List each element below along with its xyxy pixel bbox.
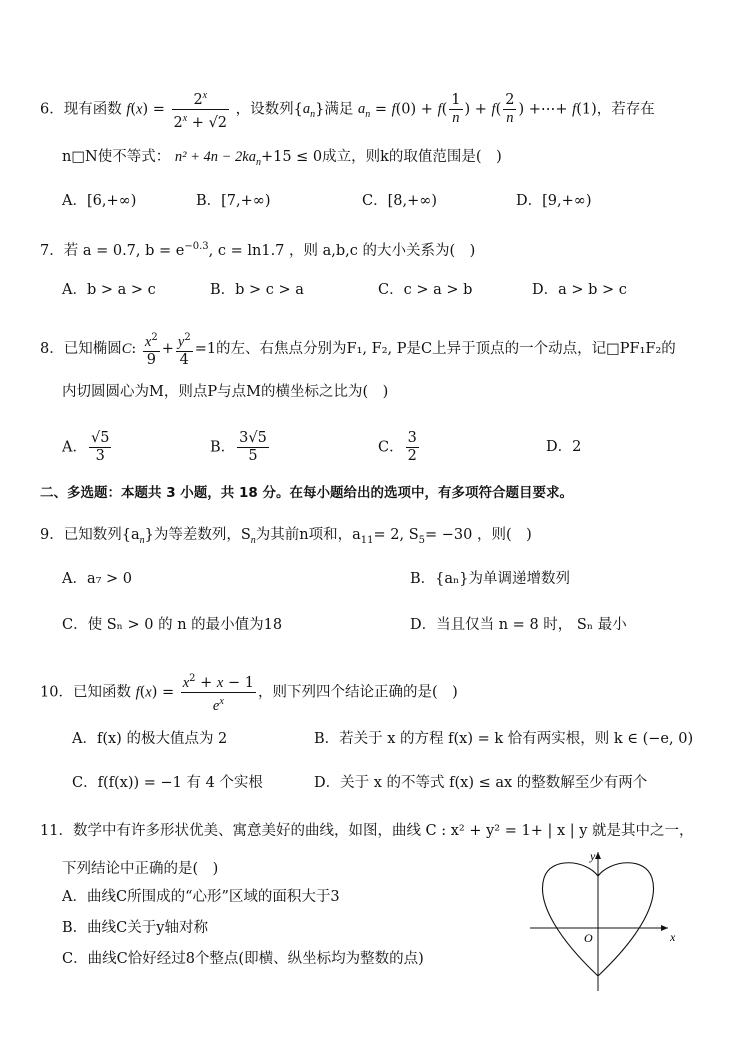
q8-number: 8．已知椭圆 bbox=[40, 340, 122, 357]
y-axis-arrow bbox=[595, 852, 601, 859]
q6-option-b: B．[7,+∞) bbox=[196, 193, 271, 209]
q8-option-c-label: C． bbox=[378, 439, 404, 456]
q6-line2: n□N使不等式： $n^2 + 4n - 2ka_n+15 \le 0$成立，则k的取值范围是( ) bbox=[62, 149, 502, 168]
q6-intro: 现有函数 bbox=[63, 101, 122, 118]
q7-text2: , c = ln1.7 ，则 a,b,c 的大小关系为( ) bbox=[208, 242, 476, 259]
q8-option-d: D．2 bbox=[546, 439, 582, 455]
q11-option-c: C．曲线C恰好经过8个整点(即横、纵坐标均为整数的点) bbox=[62, 951, 424, 967]
q8-line1: 8．已知椭圆C: $\frac{x^2}{9}$ + $\frac{y^2}{4}$ =1的左、右焦点分别为F₁, F₂, P是C上异于顶点的一个动点，记□PF₁F₂的 bbox=[40, 329, 722, 369]
q8-line2: 内切圆圆心为M，则点P与点M的横坐标之比为( ) bbox=[62, 384, 389, 400]
q9-option-a: A．a₇ > 0 bbox=[62, 571, 133, 587]
q6-tail: ，若存在 bbox=[596, 101, 655, 118]
x-axis-arrow bbox=[661, 925, 668, 931]
q11-option-b: B．曲线C关于y轴对称 bbox=[62, 920, 208, 936]
q6-cond: 满足 bbox=[324, 101, 354, 118]
q7-text: 7．若 a = 0.7, b = e bbox=[40, 242, 185, 259]
q9-option-d: D．当且仅当 n = 8 时， Sₙ 最小 bbox=[410, 617, 627, 633]
y-axis-label: y bbox=[590, 849, 596, 863]
q9-stem-2: }为等差数列，S bbox=[144, 527, 251, 543]
q11-option-a: A．曲线C所围成的“心形”区域的面积大于3 bbox=[62, 889, 340, 905]
q6-option-c: C．[8,+∞) bbox=[362, 193, 437, 209]
q7-option-c: C．c > a > b bbox=[378, 282, 473, 298]
q9-stem-1: 9．已知数列{a bbox=[40, 527, 140, 543]
q10-option-d: D．关于 x 的不等式 f(x) ≤ ax 的整数解至少有两个 bbox=[314, 775, 648, 791]
q10-stem-2: ，则下列四个结论正确的是( ) bbox=[257, 684, 458, 701]
q6-line1: 6．现有函数 f(x) = $\frac{2^x}{2^x + √2}$ ，设数列$\{a_n\}$满足 $a_n = f(0) + f$( $\frac{1}{n}$ ) + f( $\frac{2}{n}$ ) +⋯+ f(1)，若存在 bbox=[40, 87, 722, 132]
q10-stem: 10．已知函数 f(x) = $\frac{x^2 + x - 1}{e^x}$ ，则下列四个结论正确的是( ) bbox=[40, 670, 722, 715]
q8-option-b: B． $\frac{3√5}{5}$ bbox=[210, 430, 267, 464]
q6-mid: ，设数列 bbox=[235, 101, 294, 118]
q8-after: =1的左、右焦点分别为F₁, F₂, P是C上异于顶点的一个动点，记□PF₁F₂的 bbox=[194, 340, 676, 357]
q6-function-fraction: $\frac{2^x}{2^x + √2}$ bbox=[172, 87, 230, 132]
q6-line2-prefix: n□N bbox=[62, 149, 98, 165]
q6-number: 6． bbox=[40, 101, 64, 118]
q9-option-c: C．使 Sₙ > 0 的 n 的最小值为18 bbox=[62, 617, 283, 633]
q8-option-c: C． $\frac{3}{2}$ bbox=[378, 430, 417, 464]
q9-stem-4: = 2, S bbox=[373, 527, 419, 543]
q8-option-b-label: B． bbox=[210, 439, 236, 456]
q9-stem-3: 为其前n项和，a bbox=[255, 527, 361, 543]
q10-stem-1: 10．已知函数 bbox=[40, 684, 131, 701]
q11-line2: 下列结论中正确的是( ) bbox=[62, 861, 219, 877]
heart-curve-figure bbox=[520, 846, 680, 996]
origin-label: O bbox=[584, 931, 593, 945]
x-axis-label: x bbox=[670, 930, 676, 944]
q7-option-b: B．b > c > a bbox=[210, 282, 304, 298]
q11-stem: 11．数学中有许多形状优美、寓意美好的曲线，如图，曲线 C : x² + y² = 1+ | x | y 就是其中之一， bbox=[40, 823, 694, 839]
q8-option-a: A． $\frac{√5}{3}$ bbox=[62, 430, 110, 464]
q6-option-d: D．[9,+∞) bbox=[516, 193, 592, 209]
q7-exponent: −0.3 bbox=[184, 241, 209, 252]
q10-option-c: C．f(f(x)) = −1 有 4 个实根 bbox=[72, 775, 263, 791]
q9-option-b: B．{aₙ}为单调递增数列 bbox=[410, 571, 571, 587]
q7-option-d: D．a > b > c bbox=[532, 282, 627, 298]
q6-line2-tail: +15 ≤ 0成立，则k的取值范围是( ) bbox=[260, 149, 502, 165]
q8-option-a-label: A． bbox=[62, 439, 87, 456]
section-2-heading: 二、多选题：本题共 3 小题，共 18 分。在每小题给出的选项中，有多项符合题目要求。 bbox=[40, 485, 573, 501]
q10-option-b: B．若关于 x 的方程 f(x) = k 恰有两实根，则 k ∈ (−e, 0) bbox=[314, 731, 694, 747]
q7-option-a: A．b > a > c bbox=[62, 282, 156, 298]
q9-stem-5: = −30 ，则( ) bbox=[425, 527, 532, 543]
q6-inequality: n² + 4n − 2ka bbox=[174, 149, 256, 165]
q6-line2-mid: 使不等式： bbox=[97, 149, 171, 165]
q7-stem bbox=[40, 236, 722, 262]
q9-stem: 9．已知数列$\{a_n\}$为等差数列，$S_n$为其前n项和，$a_{11}= 2$, $S_5= -30$ ，则( ) bbox=[40, 527, 532, 546]
q6-option-a: A．[6,+∞) bbox=[62, 193, 137, 209]
q10-option-a: A．f(x) 的极大值点为 2 bbox=[72, 731, 228, 747]
